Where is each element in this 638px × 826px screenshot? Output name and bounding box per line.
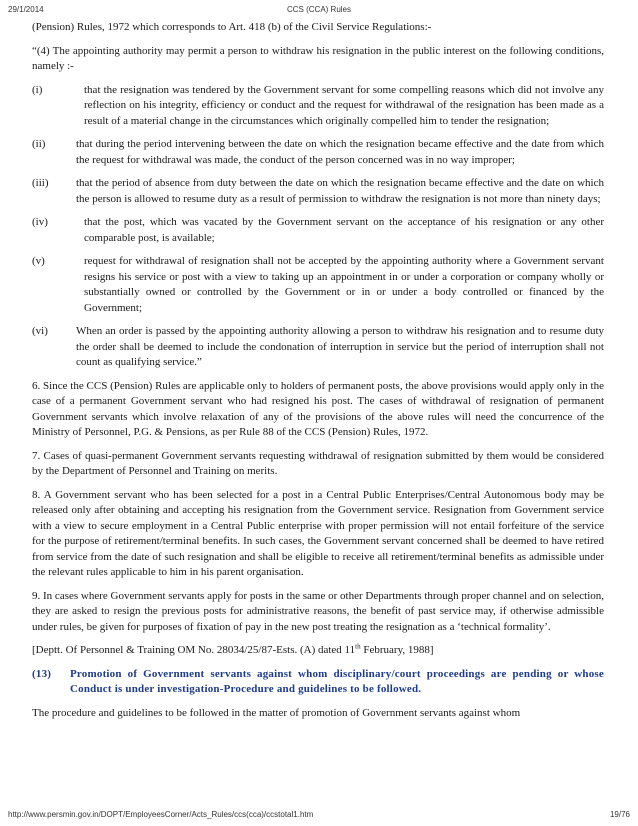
condition-number: (iv) (32, 216, 48, 228)
condition-text: that during the period intervening between the date on which the resignation became effective and the date from which the request for withdrawal was made, the conduct of the person concerned was in no way improper; (76, 138, 604, 166)
paragraph-6: 6. Since the CCS (Pension) Rules are applicable only to holders of permanent posts, the above provisions would apply only in the case of a permanent Government servant who had resigned his post. The cases of withdrawal of resignation of permanent Government servants which involve relaxation of any of the provisions of the above rules will need the concurrence of the Ministry of Personnel, P.G. & Pensions, as per Rule 88 of the CCS (Pension) Rules, 1972. (32, 379, 604, 438)
section-13-number: (13) (32, 667, 52, 680)
condition-number: (i) (32, 83, 43, 96)
condition-item (32, 324, 604, 371)
condition-item (32, 215, 604, 246)
condition-item (32, 176, 604, 207)
rule-4-paragraph: “(4) The appointing authority may permit a person to withdraw his resignation in the public interest on the following conditions, namely :- (32, 44, 604, 72)
condition-number: (vi) (32, 325, 48, 337)
header-date: 29/1/2014 (8, 5, 44, 14)
condition-text: that the period of absence from duty between the date on which the resignation became effective and the date on which the person is allowed to resume duty as a result of permission to withdraw the resignation is not more than ninety days; (76, 177, 604, 205)
condition-text: that the resignation was tendered by the Government servant for some compelling reasons which did not involve any reflection on his integrity, efficiency or conduct and the request for withdrawal of the resignation has been made as a result of a material change in the circumstances which originally compelled him to tender the resignation; (84, 83, 604, 127)
condition-item (32, 83, 604, 130)
section-13-heading (32, 667, 604, 698)
om-reference-superscript: th (355, 642, 361, 651)
om-reference-text: [Deptt. Of Personnel & Training OM No. 28034/25/87-Ests. (A) dated 11 (32, 644, 356, 656)
condition-text: request for withdrawal of resignation shall not be accepted by the appointing authority where a Government servant resigns his service or post with a view to taking up an appointment in or under a corporation or company wholly or substantially owned or controlled by the Government or in or under a body controlled or financed by the Government; (84, 255, 604, 314)
intro-paragraph: (Pension) Rules, 1972 which corresponds to Art. 418 (b) of the Civil Service Regulations:- (32, 21, 432, 33)
condition-number: (iii) (32, 177, 49, 189)
condition-item (32, 137, 604, 168)
section-13-title: Promotion of Government servants against whom disciplinary/court proceedings are pending or whose Conduct is under investigation-Procedure and guidelines to be followed. (70, 667, 604, 695)
condition-number: (v) (32, 255, 45, 267)
footer-page-number: 19/76 (609, 810, 630, 819)
paragraph-8: 8. A Government servant who has been selected for a post in a Central Public Enterprises/Central Autonomous body may be released only after obtaining and accepting his resignation from the Government service. Resignation from Government service with a view to secure employment in a Central Public enterprise with proper permission will not entail forfeiture of the service for the purpose of retirement/terminal benefits. In such cases, the Government servant concerned shall be deemed to have retired from service from the date of such resignation and shall be eligible to receive all retirement/terminal benefits as admissible under the relevant rules applicable to him in his parent organisation. (32, 488, 604, 578)
document-body (32, 20, 604, 729)
om-reference (32, 643, 604, 659)
footer-url: http://www.persmin.gov.in/DOPT/EmployeesCorner/Acts_Rules/ccs(cca)/ccstotal1.htm (8, 810, 314, 819)
om-reference-date: February, 1988] (360, 644, 434, 656)
condition-item (32, 254, 604, 316)
paragraph-9: 9. In cases where Government servants apply for posts in the same or other Departments through proper channel and on selection, they are asked to resign the previous posts for administrative reasons, the benefit of past service may, if otherwise admissible under rules, be given for purposes of fixation of pay in the new post treating the resignation as a ‘technical formality’. (32, 589, 604, 633)
condition-text: When an order is passed by the appointing authority allowing a person to withdraw his resignation and to resume duty the order shall be deemed to include the condonation of interruption in service but the period of interruption shall not count as qualifying service.” (76, 325, 604, 368)
header-title: CCS (CCA) Rules (286, 5, 351, 14)
paragraph-7: 7. Cases of quasi-permanent Government servants requesting withdrawal of resignation submitted by them would be considered by the Department of Personnel and Training on merits. (32, 449, 604, 477)
closing-paragraph: The procedure and guidelines to be followed in the matter of promotion of Government servants against whom (32, 706, 521, 719)
condition-number: (ii) (32, 138, 46, 150)
condition-text: that the post, which was vacated by the Government servant on the acceptance of his resignation or any other comparable post, is available; (84, 216, 604, 244)
